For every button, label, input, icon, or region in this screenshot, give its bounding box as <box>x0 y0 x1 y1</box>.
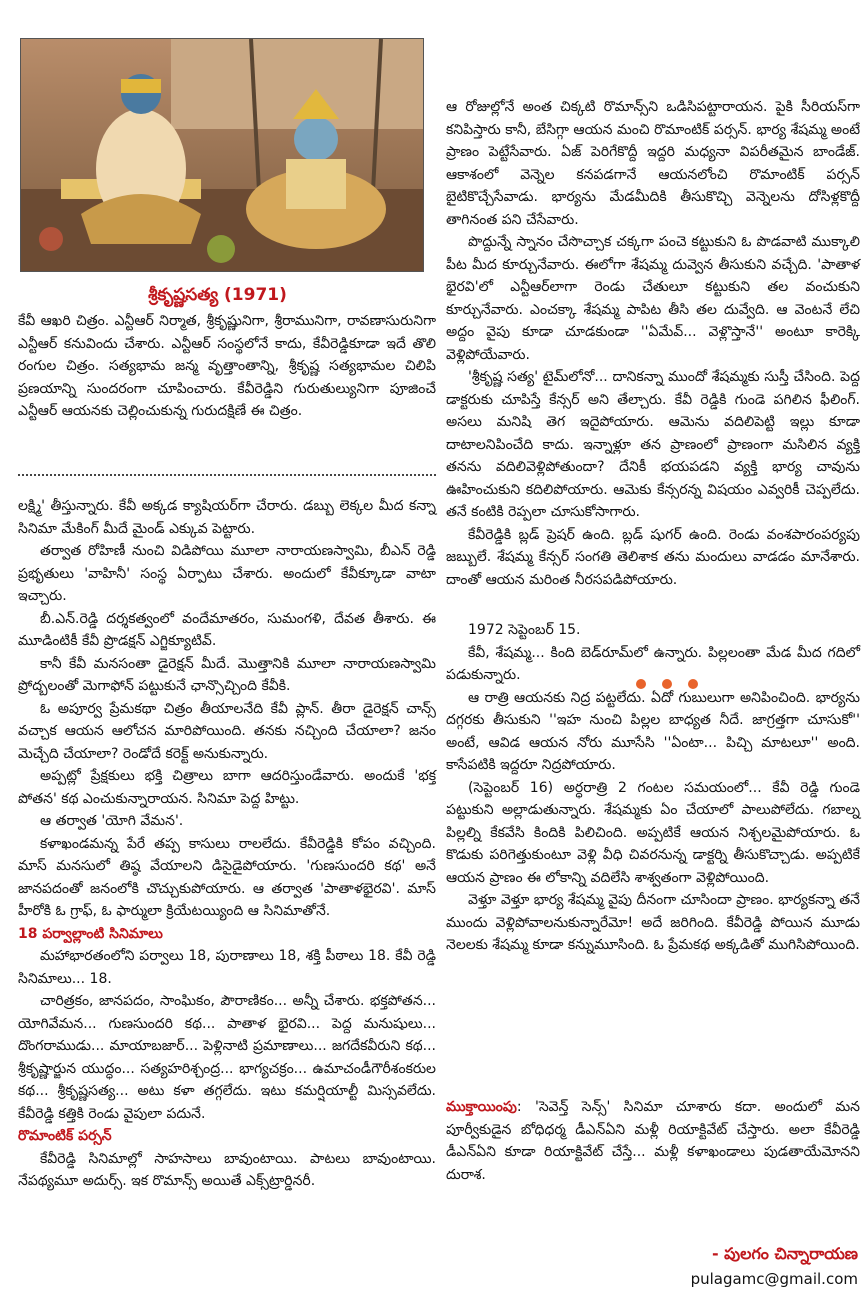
paragraph: (సెప్టెంబర్ 16) అర్ధరాత్రి 2 గంటల సమయంలో... కేవీ రెడ్డి గుండె పట్టుకుని అల్లాడుతున్నారు. శేషమ్మకు ఏం చేయాలో పాలుపోలేదు. గబాల్న పిల్లల్ని కేకవేసి కిందికి పిలిచింది. అప్పటికే ఆయన నిశ్చలమైపోయారు. ఓ కొడుకు పరిగెత్తుకుంటూ వెళ్లి వీధి చివరనున్న డాక్టర్ని తీసుకొచ్చాడు. అప్పటికే ఆయన ప్రాణం ఈ లోకాన్ని వదిలేసి శాశ్వతంగా వెళ్లిపోయింది. <box>446 779 860 886</box>
film-still-photo <box>20 38 424 272</box>
paragraph: ఆ తర్వాత 'యోగి వేమన'. <box>40 813 184 829</box>
dots-spacer <box>446 591 860 619</box>
paragraph: వెళ్తూ వెళ్తూ భార్య శేషమ్మ వైపు దీనంగా చూసిందా ప్రాణం. భార్యకన్నా తనే ముందు వెళ్లిపోవాలనుకున్నారేమో! అదే జరిగింది. కేవీరెడ్డి పోయిన మూడు నెలలకు శేషమ్మ కూడా కన్నుమూసింది. ఓ ప్రేమకథ అక్కడితో ముగిసిపోయింది. <box>446 892 860 953</box>
paragraph: కేవీ, శేషమ్మ... కింది బెడ్‌రూమ్‌లో ఉన్నారు. పిల్లలంతా మేడ మీద గదిలో పడుకున్నారు. <box>446 644 860 683</box>
paragraph: కేవీరెడ్డి సినిమాల్లో సాహసాలు బావుంటాయి. పాటలు బావుంటాయి. నేపథ్యమూ అదుర్స్. ఇక రొమాన్స్ అయితే ఎక్స్‌ట్రార్డినరీ. <box>18 1150 436 1189</box>
film-still-illustration <box>21 39 423 271</box>
paragraph: అప్పట్లో ప్రేక్షకులు భక్తి చిత్రాలు బాగా ఆదరిస్తుండేవారు. అందుకే 'భక్త పోతన' కథ ఎంచుకున్నారాయన. సినిమా పెద్ద హిట్టు. <box>18 768 436 807</box>
caption-description <box>18 310 436 423</box>
paragraph: కానీ కేవీ మనసంతా డైరెక్షన్ మీదే. మొత్తానికి మూలా నారాయణస్వామి ప్రోద్బలంతో మెగాఫోన్ పట్టుకునే ఛాన్సొచ్చింది కేవీకి. <box>18 655 436 694</box>
paragraph: కేవీరెడ్డికి బ్లడ్ ప్రెషర్ ఉంది. బ్లడ్ షుగర్ ఉంది. రెండు వంశపారంపర్యపు జబ్బులే. శేషమ్మ కేన్సర్ సంగతి తెలిశాక తను మందులు వాడడం మానేశారు. దాంతో ఆయన మరింత నీరసపడిపోయారు. <box>446 526 860 588</box>
conclusion-text: : 'సెవెన్త్ సెన్స్' సినిమా చూశారు కదా. అందులో మన పూర్వీకుడైన బోధిధర్మ డీఎన్ఏని మళ్లీ రియాక్టివేట్ చేస్తారు. అలా కేవీరెడ్డి డీఎన్ఏని కూడా రియాక్టివేట్ చేస్తే... మళ్లీ కళాఖండాలు పుడతాయేమోనని దురాశ. <box>446 1099 860 1183</box>
caption-paragraph: కేవీ ఆఖరి చిత్రం. ఎన్టీఆర్ నిర్మాత, శ్రీకృష్ణునిగా, శ్రీరామునిగా, రావణాసురునిగా ఎన్టీఆర్ కనువిందు చేశారు. ఎన్టీఆర్ సంస్థలోనే కాదు, కేవీరెడ్డికూడా ఇదే తొలి రంగుల చిత్రం. సత్యభామ జన్మ వృత్తాంతాన్ని, శ్రీకృష్ణ సత్యభామల చిలిపి ప్రణయాన్ని సుందరంగా చూపించారు. కేవీరెడ్డిని గురుతుల్యునిగా పూజించే ఎన్టీఆర్ ఆయనకు చెల్లించుకున్న గురుదక్షిణే ఈ చిత్రం. <box>18 313 436 419</box>
paragraph: మహాభారతంలోని పర్వాలు 18, పురాణాలు 18, శక్తి పీఠాలు 18. కేవీ రెడ్డి సినిమాలు... 18. <box>18 948 436 987</box>
author-byline: - పులగం చిన్నారాయణ <box>711 1244 858 1263</box>
paragraph: తర్వాత రోహిణీ నుంచి విడిపోయి మూలా నారాయణస్వామి, బీఎన్ రెడ్డి ప్రభృతులు 'వాహినీ' సంస్థ ఏర్పాటు చేశారు. అందులో కేవీక్కూడా వాటా ఇచ్చారు. <box>18 543 436 604</box>
conclusion <box>446 1096 860 1186</box>
dot-icon <box>662 679 672 689</box>
conclusion-label: ముక్తాయింపు <box>446 1099 517 1115</box>
dot-icon <box>688 679 698 689</box>
section-divider <box>18 474 436 476</box>
paragraph: కళాఖండమన్న పేరే తప్ప కాసులు రాలలేదు. కేవీరెడ్డికి కోపం వచ్చింది. మాస్ మనసులో తిష్ఠ వేయాలని డిసైడైపోయారు. 'గుణసుందరి కథ' అనే జానపదంతో జనంలోకి చొచ్చుకుపోయారు. ఆ తర్వాత 'పాతాళభైరవి'. మాస్ హీరోకి ఓ గ్రాఫ్, ఓ ఫార్ములా క్రియేటయ్యింది ఆ సినిమాతోనే. <box>18 835 436 919</box>
paragraph: పొద్దున్నే స్నానం చేసొచ్చాక చక్కగా పంచె కట్టుకుని ఓ పొడవాటి ముక్కాలి పీట మీద కూర్చునేవారు. ఈలోగా శేషమ్మ దువ్వెన తీసుకుని వచ్చేది. 'పాతాళ భైరవి'లో ఎన్టీఆర్‌లాగా రెండు చేతులూ కట్టుకుని తల వంచుకుని కూర్చునేవారు. ఎంచక్కా శేషమ్మ పాపిట తీసి తల దువ్వేది. ఆ వెంటనే లేచి అద్దం వైపు కూడా చూడకుండా ''ఏమేవ్... వెళ్లొస్తానే'' అంటూ కారెక్కి వెళ్లిపోయేవారు. <box>446 234 860 363</box>
left-column <box>18 495 436 1193</box>
paragraph: ఆ రోజుల్లోనే అంత చిక్కటి రొమాన్స్‌ని ఒడిసిపట్టారాయన. పైకి సీరియస్‌గా కనిపిస్తారు కానీ, బేసిగ్గా ఆయన మంచి రొమాంటిక్ పర్సన్. భార్య శేషమ్మ అంటే ప్రాణం పెట్టేసేవారు. ఏజ్ పెరిగేకొద్దీ ఇద్దరి మధ్యనా విపరీతమైన బాండేజ్. ఆకాశంలో వెన్నెల కనపడగానే ఆయనలోంచి రొమాంటిక్ పర్సన్ బైటికొచ్చేసేవాడు. భార్యను మేడమీదికి తీసుకొచ్చి వెన్నెలను దోసిళ్లకొద్దీ తాగినంత పని చేసేవారు. <box>446 99 860 228</box>
date-line: 1972 సెప్టెంబర్ 15. <box>468 622 581 638</box>
paragraph: బీ.ఎన్.రెడ్డి దర్శకత్వంలో వందేమాతరం, సుమంగళి, దేవత తీశారు. ఈ మూడింటికీ కేవీ ప్రొడక్షన్ ఎగ్జిక్యూటివ్. <box>18 610 436 649</box>
paragraph: చారిత్రకం, జానపదం, సాంఘికం, పౌరాణికం... అన్నీ చేశారు. భక్తపోతన... యోగివేమన... గుణసుందరి కథ... పాతాళ భైరవి... పెద్ద మనుషులు... దొంగరాముడు... మాయాబజార్... పెళ్లినాటి ప్రమాణాలు... జగదేకవీరుని కథ... శ్రీకృష్ణార్జున యుద్ధం... సత్యహరిశ్చంద్ర... భాగ్యచక్రం... ఉమాచండీగౌరీశంకరుల కథ... శ్రీకృష్ణసత్య... అటు కళా తగ్గలేదు. ఇటు కమర్షియాల్టీ మిస్సవలేదు. కేవీరెడ్డి కత్తికి రెండు వైపులా పదునే. <box>18 993 436 1122</box>
paragraph: లక్ష్మి' తీస్తున్నారు. కేవీ అక్కడ క్యాషియర్‌గా చేరారు. డబ్బు లెక్కల మీద కన్నా సినిమా మేకింగ్ మీదే మైండ్ ఎక్కువ పెట్టారు. <box>18 498 436 537</box>
paragraph: ఓ అపూర్వ ప్రేమకథా చిత్రం తీయాలనేది కేవీ ప్లాన్. తీరా డైరెక్షన్ చాన్స్ వచ్చాక ఆయన ఆలోచన మారిపోయింది. తనకు నచ్చింది చేయాలా? జనం మెచ్చేది చేయాలా? రెండోదే కరెక్ట్ అనుకున్నారు. <box>18 700 436 762</box>
paragraph: ఆ రాత్రి ఆయనకు నిద్ర పట్టలేదు. ఏదో గుబులుగా అనిపించింది. భార్యను దగ్గరకు తీసుకుని ''ఇహ నుంచి పిల్లల బాధ్యత నీదే. జాగ్రత్తగా చూసుకో'' అంటే, ఆవిడ ఆయన నోరు మూసేసి ''ఏంటా... పిచ్చి మాటలూ'' అంది. కాసేపటికి ఇద్దరూ నిద్రపోయారు. <box>446 689 860 773</box>
right-column <box>446 96 860 957</box>
author-email[interactable]: pulagamc@gmail.com <box>690 1270 858 1288</box>
section-break-dots <box>628 674 706 693</box>
paragraph: 'శ్రీకృష్ణ సత్య' టైమ్‌లోనో... దానికన్నా ముందో శేషమ్మకు సుస్తీ చేసింది. పెద్ద డాక్టరుకు చూపిస్తే కేన్సర్ అని తేల్చారు. కేవీ రెడ్డికి గుండె పగిలిన ఫీలింగ్. అసలు మనిషి తెగ ఇదైపోయారు. ఆమెను వదిలిపెట్టి ఇల్లు కూడా దాటాలనిపించేది కాదు. ఇన్నాళ్లూ తన ప్రాణంలో ప్రాణంగా మసిలిన వ్యక్తి తనను వదిలివెళ్లిపోతుందా? దేనికీ భయపడని వ్యక్తి భార్య చావును ఊహించుకుని కదిలిపోయారు. ఆమెకు కేన్సరన్న విషయం ఎవ్వరికీ చెప్పలేదు. తనే కంటికి రెప్పలా చూసుకోసాగారు. <box>446 369 860 520</box>
subheading-romantic-person: రొమాంటిక్ పర్సన్ <box>18 1128 112 1144</box>
photo-caption: శ్రీకృష్ణసత్య (1971) <box>148 285 287 305</box>
dot-icon <box>636 679 646 689</box>
subheading-18-parvas: 18 పర్వాల్లాంటి సినిమాలు <box>18 925 163 942</box>
